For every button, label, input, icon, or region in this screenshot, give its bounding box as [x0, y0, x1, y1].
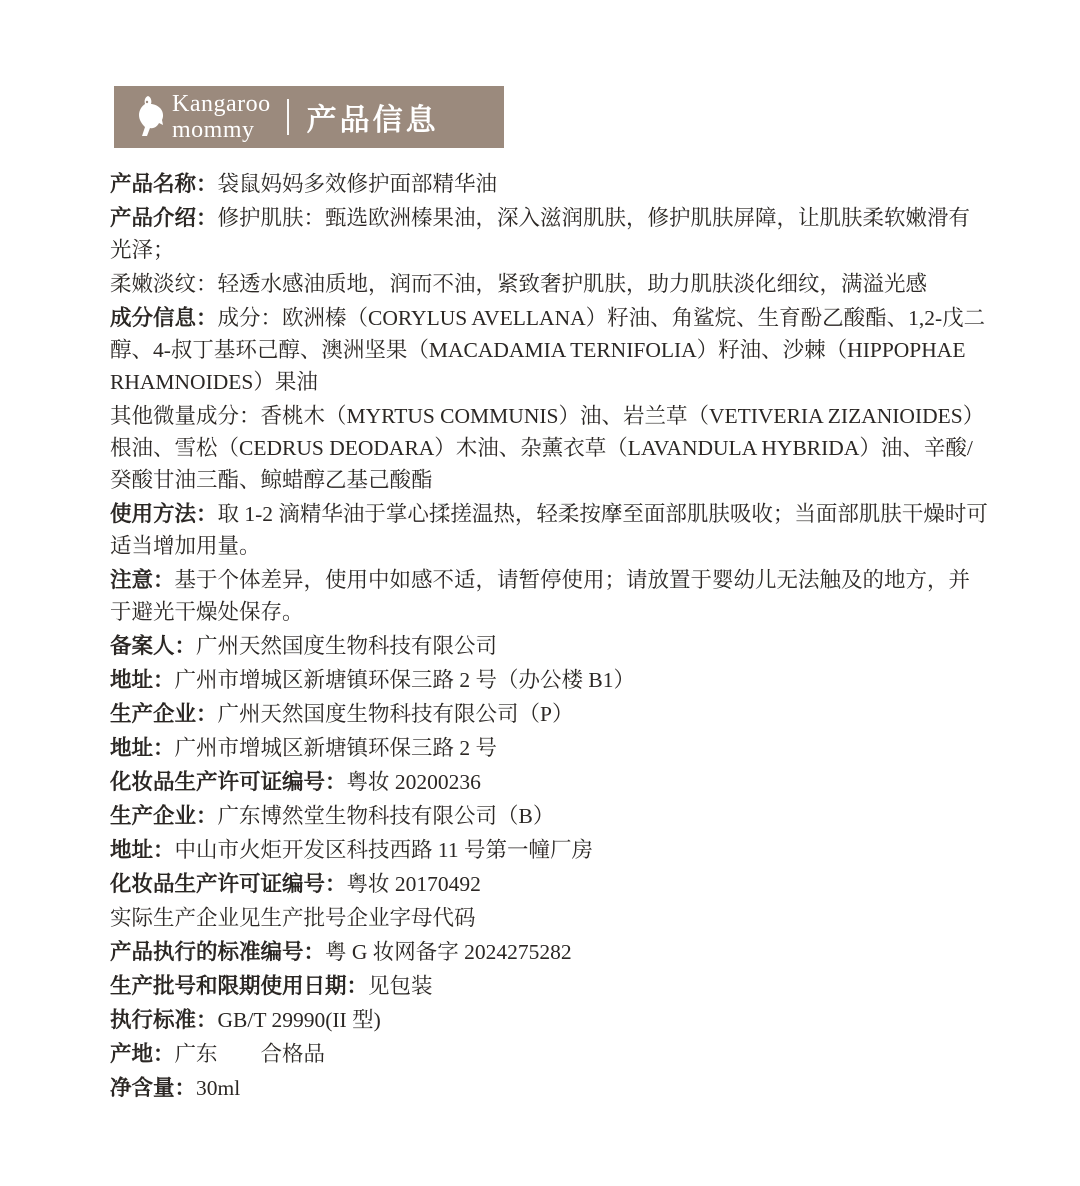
field-value: 实际生产企业见生产批号企业字母代码: [110, 906, 476, 930]
field-label: 生产企业：: [110, 702, 218, 726]
field-label: 产品名称：: [110, 172, 218, 196]
field-origin: [110, 1038, 990, 1070]
field-value: 广州天然国度生物科技有限公司: [196, 634, 498, 658]
field-label: 产品介绍：: [110, 206, 218, 230]
field-label: 地址：: [110, 736, 175, 760]
field-caution: [110, 564, 990, 628]
field-label: 生产企业：: [110, 804, 218, 828]
field-label: 净含量：: [110, 1076, 197, 1100]
field-value: 取 1-2 滴精华油于掌心揉搓温热，轻柔按摩至面部肌肤吸收；当面部肌肤干燥时可适当增加用量。: [110, 502, 988, 558]
field-product-intro: [110, 202, 990, 266]
field-value: 柔嫩淡纹：轻透水感油质地，润而不油，紧致奢护肌肤，助力肌肤淡化细纹，满溢光感: [110, 272, 928, 296]
field-value: 广州市增城区新塘镇环保三路 2 号（办公楼 B1）: [174, 668, 635, 692]
brand-wordmark: [172, 92, 271, 142]
field-actual-manufacturer-note: [110, 902, 990, 934]
field-value: 中山市火炬开发区科技西路 11 号第一幢厂房: [174, 838, 593, 862]
field-value: 广州市增城区新塘镇环保三路 2 号: [174, 736, 498, 760]
header-banner: [114, 86, 504, 148]
field-filer-address: [110, 664, 990, 696]
field-label: 注意：: [110, 568, 175, 592]
field-value: 广东 合格品: [174, 1042, 326, 1066]
field-label: 化妆品生产许可证编号：: [110, 872, 347, 896]
field-value: 修护肌肤：甄选欧洲榛果油，深入滋润肌肤，修护肌肤屏障，让肌肤柔软嫩滑有光泽；: [110, 206, 971, 262]
brand-logo: [124, 92, 271, 142]
field-value: 成分：欧洲榛（CORYLUS AVELLANA）籽油、角鲨烷、生育酚乙酸酯、1,2-戊二醇、4-叔丁基环己醇、澳洲坚果（MACADAMIA TERNIFOLIA）籽油、沙棘（HIPPOPHAE RHAMNOIDES）果油: [110, 306, 986, 394]
field-value: 见包装: [368, 974, 433, 998]
field-manufacturer-2: [110, 800, 990, 832]
kangaroo-icon: [132, 94, 166, 140]
field-ingredients: [110, 302, 990, 398]
field-net-content: [110, 1072, 990, 1104]
banner-divider: [287, 99, 289, 135]
field-value: 粤妆 20170492: [346, 872, 481, 896]
field-label: 产地：: [110, 1042, 175, 1066]
field-label: 化妆品生产许可证编号：: [110, 770, 347, 794]
field-label: 使用方法：: [110, 502, 218, 526]
field-value: 粤妆 20200236: [346, 770, 481, 794]
field-label: 成分信息：: [110, 306, 218, 330]
field-label: 执行标准：: [110, 1008, 218, 1032]
field-value: 粤 G 妆网备字 2024275282: [325, 940, 572, 964]
field-filer: [110, 630, 990, 662]
field-value: GB/T 29990(II 型): [217, 1008, 381, 1032]
field-label: 产品执行的标准编号：: [110, 940, 326, 964]
field-batch-and-expiry: [110, 970, 990, 1002]
field-label: 地址：: [110, 838, 175, 862]
field-value: 30ml: [196, 1076, 241, 1100]
field-label: 生产批号和限期使用日期：: [110, 974, 369, 998]
field-executive-standard: [110, 1004, 990, 1036]
field-product-intro-2: [110, 268, 990, 300]
field-value: 基于个体差异，使用中如感不适，请暂停使用；请放置于婴幼儿无法触及的地方，并于避光干燥处保存。: [110, 568, 971, 624]
brand-line-1: Kangaroo: [172, 91, 271, 117]
field-value: 广东博然堂生物科技有限公司（B）: [217, 804, 555, 828]
banner-title: 产品信息: [306, 104, 439, 137]
field-standard-number: [110, 936, 990, 968]
field-value: 袋鼠妈妈多效修护面部精华油: [217, 172, 498, 196]
field-manufacturer-2-address: [110, 834, 990, 866]
brand-line-2: mommy: [172, 117, 255, 143]
field-product-name: [110, 168, 990, 200]
field-manufacturer-1-address: [110, 732, 990, 764]
field-value: 其他微量成分：香桃木（MYRTUS COMMUNIS）油、岩兰草（VETIVERIA ZIZANIOIDES）根油、雪松（CEDRUS DEODARA）木油、杂薰衣草（LAVANDULA HYBRIDA）油、辛酸/癸酸甘油三酯、鲸蜡醇乙基己酸酯: [110, 404, 985, 492]
field-license-2: [110, 868, 990, 900]
product-info-body: [110, 168, 990, 1106]
field-label: 备案人：: [110, 634, 197, 658]
field-license-1: [110, 766, 990, 798]
field-manufacturer-1: [110, 698, 990, 730]
field-label: 地址：: [110, 668, 175, 692]
field-usage: [110, 498, 990, 562]
field-value: 广州天然国度生物科技有限公司（P）: [217, 702, 574, 726]
field-trace-ingredients: [110, 400, 990, 496]
